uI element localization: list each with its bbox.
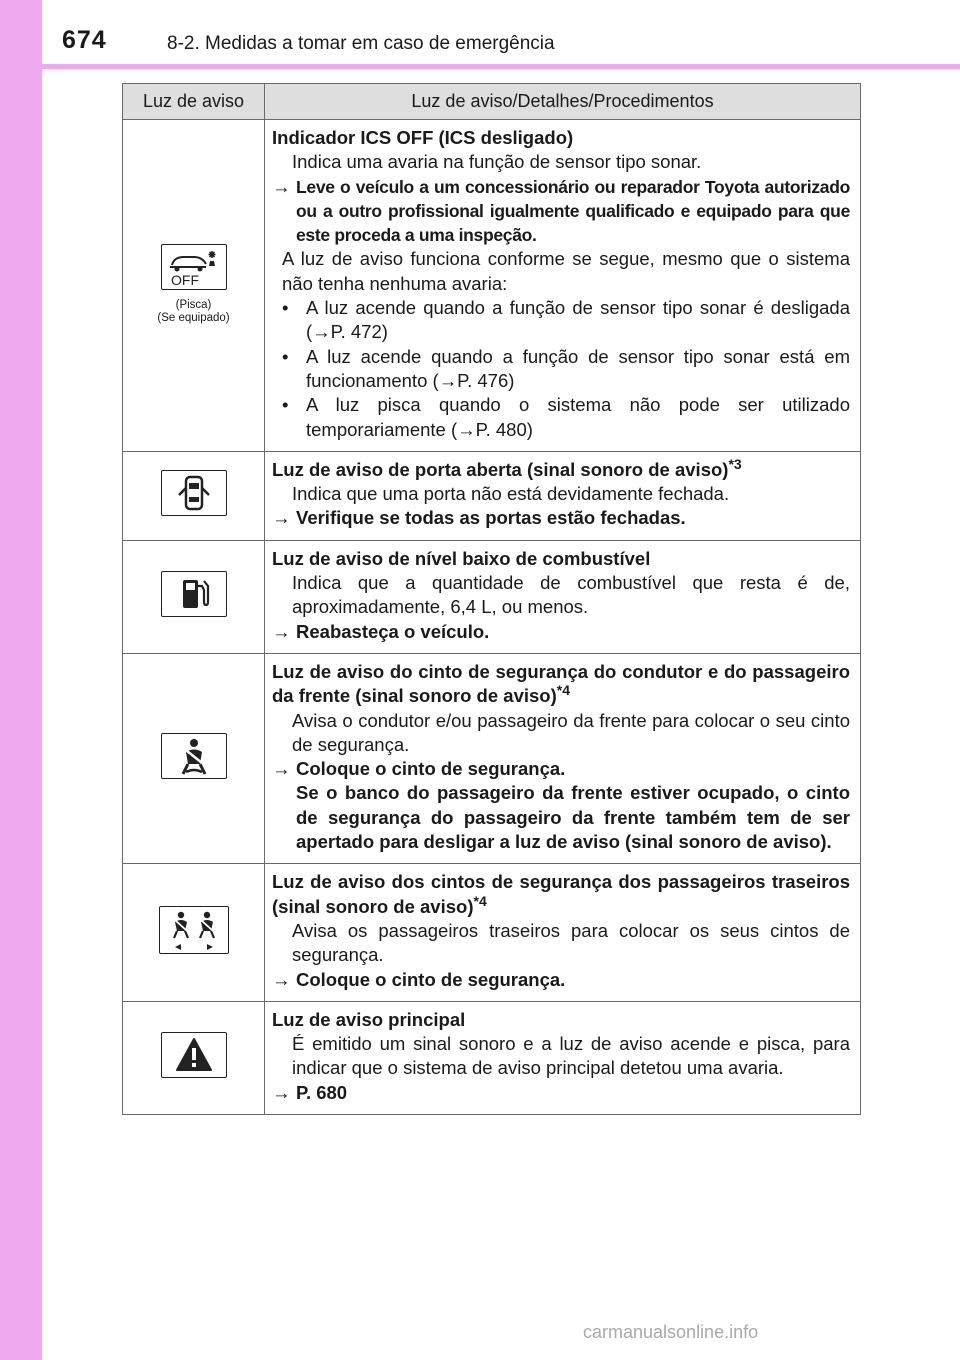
footnote-ref: *3 (728, 455, 742, 472)
header-rule (42, 64, 960, 69)
details-cell (265, 653, 861, 863)
list-item-text: A luz acende quando a função de sensor tipo sonar está em funcionamento (→P. 476) (306, 345, 850, 391)
procedure-text: Verifique se todas as portas estão fechadas. (296, 507, 686, 529)
fuel-pump-icon (161, 571, 227, 617)
details-cell (265, 864, 861, 1001)
table-row (123, 540, 861, 653)
light-title (272, 455, 850, 482)
arrow-icon: → (272, 620, 291, 642)
list-item (272, 393, 850, 442)
light-description: É emitido um sinal sonoro e a luz de aviso acende e pisca, para indicar que o sistema de aviso principal detetou uma avaria. (292, 1033, 850, 1079)
table-header-row (123, 84, 861, 120)
list-item (272, 345, 850, 394)
seatbelt-icon (161, 733, 227, 779)
procedure (272, 506, 850, 530)
light-description: Indica que a quantidade de combustível que resta é de, aproximadamente, 6,4 L, ou menos. (292, 572, 850, 618)
table-row (123, 1001, 861, 1114)
light-description: Indica que uma porta não está devidamente fechada. (292, 483, 730, 505)
procedure-text: Coloque o cinto de segurança. (296, 758, 566, 780)
procedure-text: Leve o veículo a um concessionário ou reparador Toyota autorizado ou a outro profissional igualmente qualificado e equipado para que este proceda a uma inspeção. (296, 176, 850, 246)
arrow-icon: → (272, 507, 291, 529)
arrow-icon: → (272, 758, 291, 780)
light-title (272, 870, 850, 919)
footnote-ref: *4 (556, 682, 570, 699)
master-warning-icon (161, 1032, 227, 1078)
icon-caption: (Pisca) (175, 299, 212, 312)
details-cell (265, 120, 861, 452)
section-title: 8-2. Medidas a tomar em caso de emergência (167, 33, 555, 54)
procedure-text: Coloque o cinto de segurança. (296, 968, 566, 990)
light-description: Avisa os passageiros traseiros para colocar os seus cintos de segurança. (292, 919, 850, 966)
footnote-ref: *4 (473, 892, 487, 909)
procedure (272, 620, 850, 644)
procedure-note: Se o banco do passageiro da frente estiver ocupado, o cinto de segurança do passageiro da frente também tem de ser apertado para desligar a luz de aviso (sinal sonoro de aviso). (296, 782, 850, 853)
watermark: carmanualsonline.info (583, 1322, 759, 1342)
warning-lights-table (122, 83, 861, 1115)
light-title: Indicador ICS OFF (ICS desligado) (272, 127, 574, 148)
light-title: Luz de aviso principal (272, 1008, 466, 1030)
arrow-icon: → (272, 175, 291, 197)
table-row (123, 120, 861, 452)
open-door-icon (161, 470, 227, 516)
table-row (123, 864, 861, 1001)
bullet-icon: • (282, 394, 289, 416)
details-cell (265, 540, 861, 653)
list-item-text: A luz acende quando a função de sensor tipo sonar é desligada (→P. 472) (306, 297, 850, 343)
bullet-icon: • (282, 297, 289, 319)
procedure (272, 175, 850, 248)
details-cell (265, 451, 861, 540)
light-description: Avisa o condutor e/ou passageiro da frente para colocar o seu cinto de segurança. (292, 709, 850, 755)
icon-cell (123, 1001, 265, 1114)
arrow-icon: → (272, 968, 291, 990)
light-title (272, 660, 850, 709)
page-number: 674 (62, 26, 107, 54)
table-row (123, 451, 861, 540)
ics-off-icon (161, 244, 227, 290)
table-row (123, 653, 861, 863)
ics-off-label: OFF (170, 272, 199, 289)
operation-text: A luz de aviso funciona conforme se segue, mesmo que o sistema não tenha nenhuma avaria: (282, 248, 850, 294)
icon-caption: (Se equipado) (157, 312, 230, 325)
header-warning-light: Luz de aviso (123, 84, 265, 120)
icon-cell (123, 540, 265, 653)
header-details: Luz de aviso/Detalhes/Procedimentos (265, 84, 861, 120)
light-title-text: Luz de aviso do cinto de segurança do condutor e do passageiro da frente (sinal sonoro de aviso) (272, 660, 850, 707)
list-item (272, 296, 850, 345)
arrow-icon: → (272, 1081, 291, 1103)
chapter-side-tab (0, 0, 42, 1360)
icon-cell (123, 120, 265, 452)
procedure (272, 1081, 850, 1105)
page-reference-link[interactable]: P. 680 (296, 1081, 348, 1103)
icon-cell (123, 653, 265, 863)
light-description: Indica uma avaria na função de sensor tipo sonar. (292, 151, 702, 173)
details-cell (265, 1001, 861, 1114)
procedure-text: Reabasteça o veículo. (296, 620, 490, 642)
bullet-icon: • (282, 345, 289, 367)
procedure (272, 968, 850, 992)
light-title: Luz de aviso de nível baixo de combustível (272, 547, 651, 569)
light-title-text: Luz de aviso dos cintos de segurança dos passageiros traseiros (sinal sonoro de aviso) (272, 871, 850, 917)
icon-cell (123, 864, 265, 1001)
icon-cell (123, 451, 265, 540)
list-item-text: A luz pisca quando o sistema não pode ser utilizado temporariamente (→P. 480) (306, 394, 850, 440)
procedure (272, 757, 850, 781)
light-title-text: Luz de aviso de porta aberta (sinal sonoro de aviso) (272, 458, 729, 480)
rear-seatbelts-icon (159, 906, 229, 954)
